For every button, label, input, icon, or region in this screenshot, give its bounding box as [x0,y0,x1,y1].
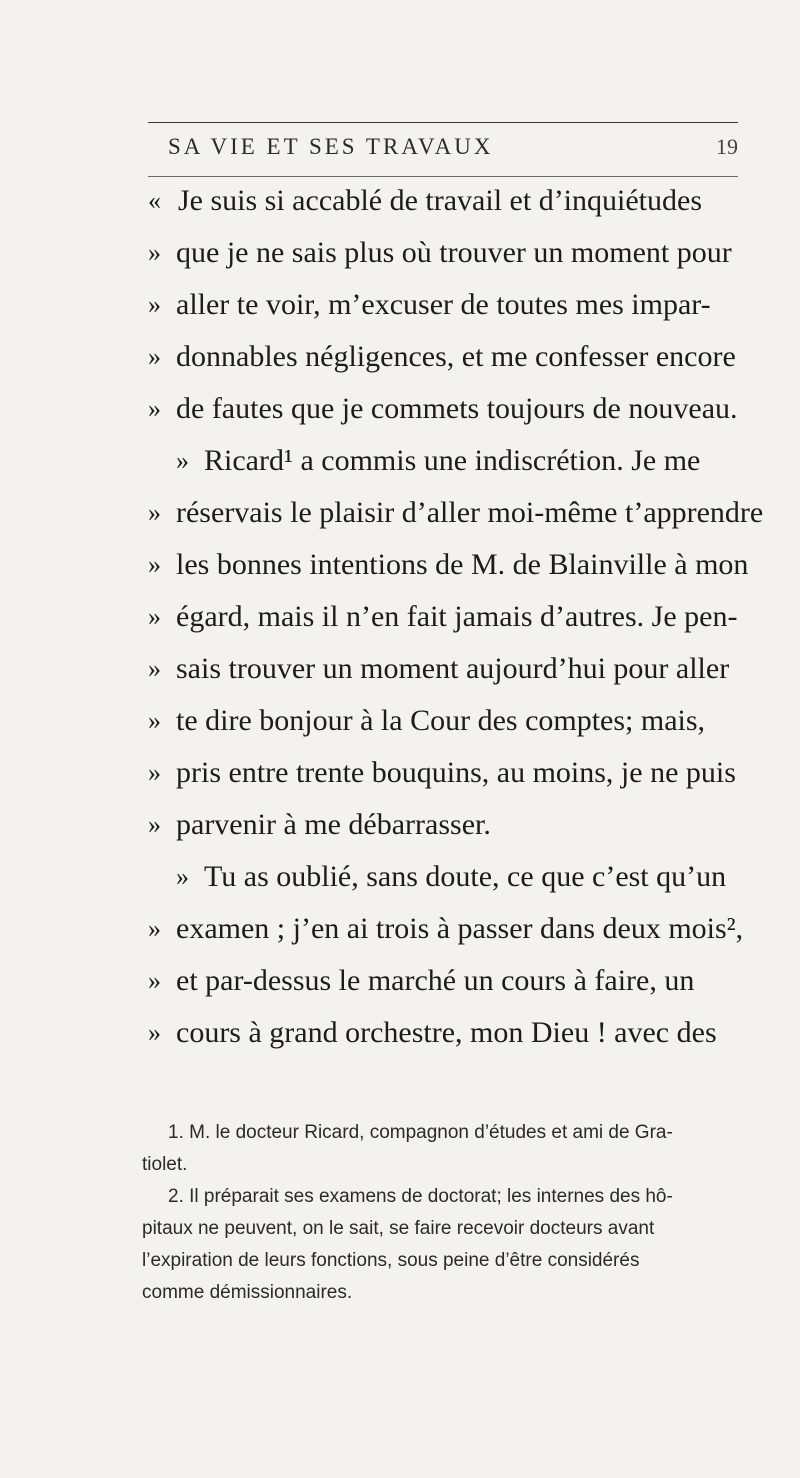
footnote-line [0,1182,800,1212]
line-text: Ricard¹ a commis une indiscrétion. Je me [204,444,701,477]
running-title: SA VIE ET SES TRAVAUX [168,134,494,159]
text-line [0,802,800,848]
quote-mark: » [148,706,161,735]
text-line [0,646,800,692]
line-text: que je ne sais plus où trouver un moment pour [176,236,732,269]
line-text: Tu as oublié, sans doute, ce que c’est qu’un [204,860,727,893]
text-line [0,698,800,744]
line-text: examen ; j’en ai trois à passer dans deux mois², [176,912,744,945]
text-line [0,542,800,588]
footnote-line [0,1214,800,1244]
line-text: réservais le plaisir d’aller moi-même t’apprendre [176,496,764,529]
footnote-line [0,1278,800,1308]
line-text: sais trouver un moment aujourd’hui pour aller [176,652,730,685]
line-text: les bonnes intentions de M. de Blainville à mon [176,548,749,581]
quote-mark: » [148,810,161,839]
quote-mark: » [148,290,161,319]
quote-mark: » [148,394,161,423]
quote-mark: » [148,498,161,527]
footnote-line [0,1150,800,1180]
quote-mark: » [148,758,161,787]
text-line [0,282,800,328]
text-line [0,334,800,380]
header-bottom-rule [148,176,738,177]
text-line [0,1010,800,1056]
footnote-text: tiolet. [142,1154,188,1175]
running-head [148,130,738,170]
line-text: Je suis si accablé de travail et d’inquiétudes [178,184,702,217]
text-line [0,178,800,224]
quote-mark: » [148,966,161,995]
line-text: donnables négligences, et me confesser encore [176,340,736,373]
footnote-text: l’expiration de leurs fonctions, sous peine d’être considérés [142,1250,640,1271]
quote-mark: » [148,238,161,267]
line-text: pris entre trente bouquins, au moins, je ne puis [176,756,736,789]
quote-mark: » [148,1018,161,1047]
line-text: de fautes que je commets toujours de nouveau. [176,392,738,425]
footnote-text: 1. M. le docteur Ricard, compagnon d’études et ami de Gra- [168,1122,673,1143]
quote-mark: » [176,446,189,475]
footnote-text: pitaux ne peuvent, on le sait, se faire recevoir docteurs avant [142,1218,655,1239]
text-line [0,438,800,484]
quote-mark: « [148,186,161,215]
text-line [0,594,800,640]
line-text: parvenir à me débarrasser. [176,808,491,841]
quote-mark: » [176,862,189,891]
line-text: et par-dessus le marché un cours à faire, un [176,964,695,997]
text-line [0,958,800,1004]
quote-mark: » [148,602,161,631]
footnote-line [0,1246,800,1276]
footnote-text: comme démissionnaires. [142,1282,353,1303]
page-number: 19 [716,134,738,159]
text-line [0,906,800,952]
footnote-text: 2. Il préparait ses examens de doctorat; les internes des hô- [168,1186,673,1207]
text-line [0,490,800,536]
footnote-line [0,1118,800,1148]
line-text: cours à grand orchestre, mon Dieu ! avec des [176,1016,717,1049]
quote-mark: » [148,342,161,371]
header-top-rule [148,122,738,123]
line-text: aller te voir, m’excuser de toutes mes impar- [176,288,711,321]
text-line [0,854,800,900]
text-line [0,386,800,432]
text-line [0,230,800,276]
line-text: te dire bonjour à la Cour des comptes; mais, [176,704,706,737]
line-text: égard, mais il n’en fait jamais d’autres. Je pen- [176,600,738,633]
quote-mark: » [148,654,161,683]
quote-mark: » [148,914,161,943]
quote-mark: » [148,550,161,579]
text-line [0,750,800,796]
